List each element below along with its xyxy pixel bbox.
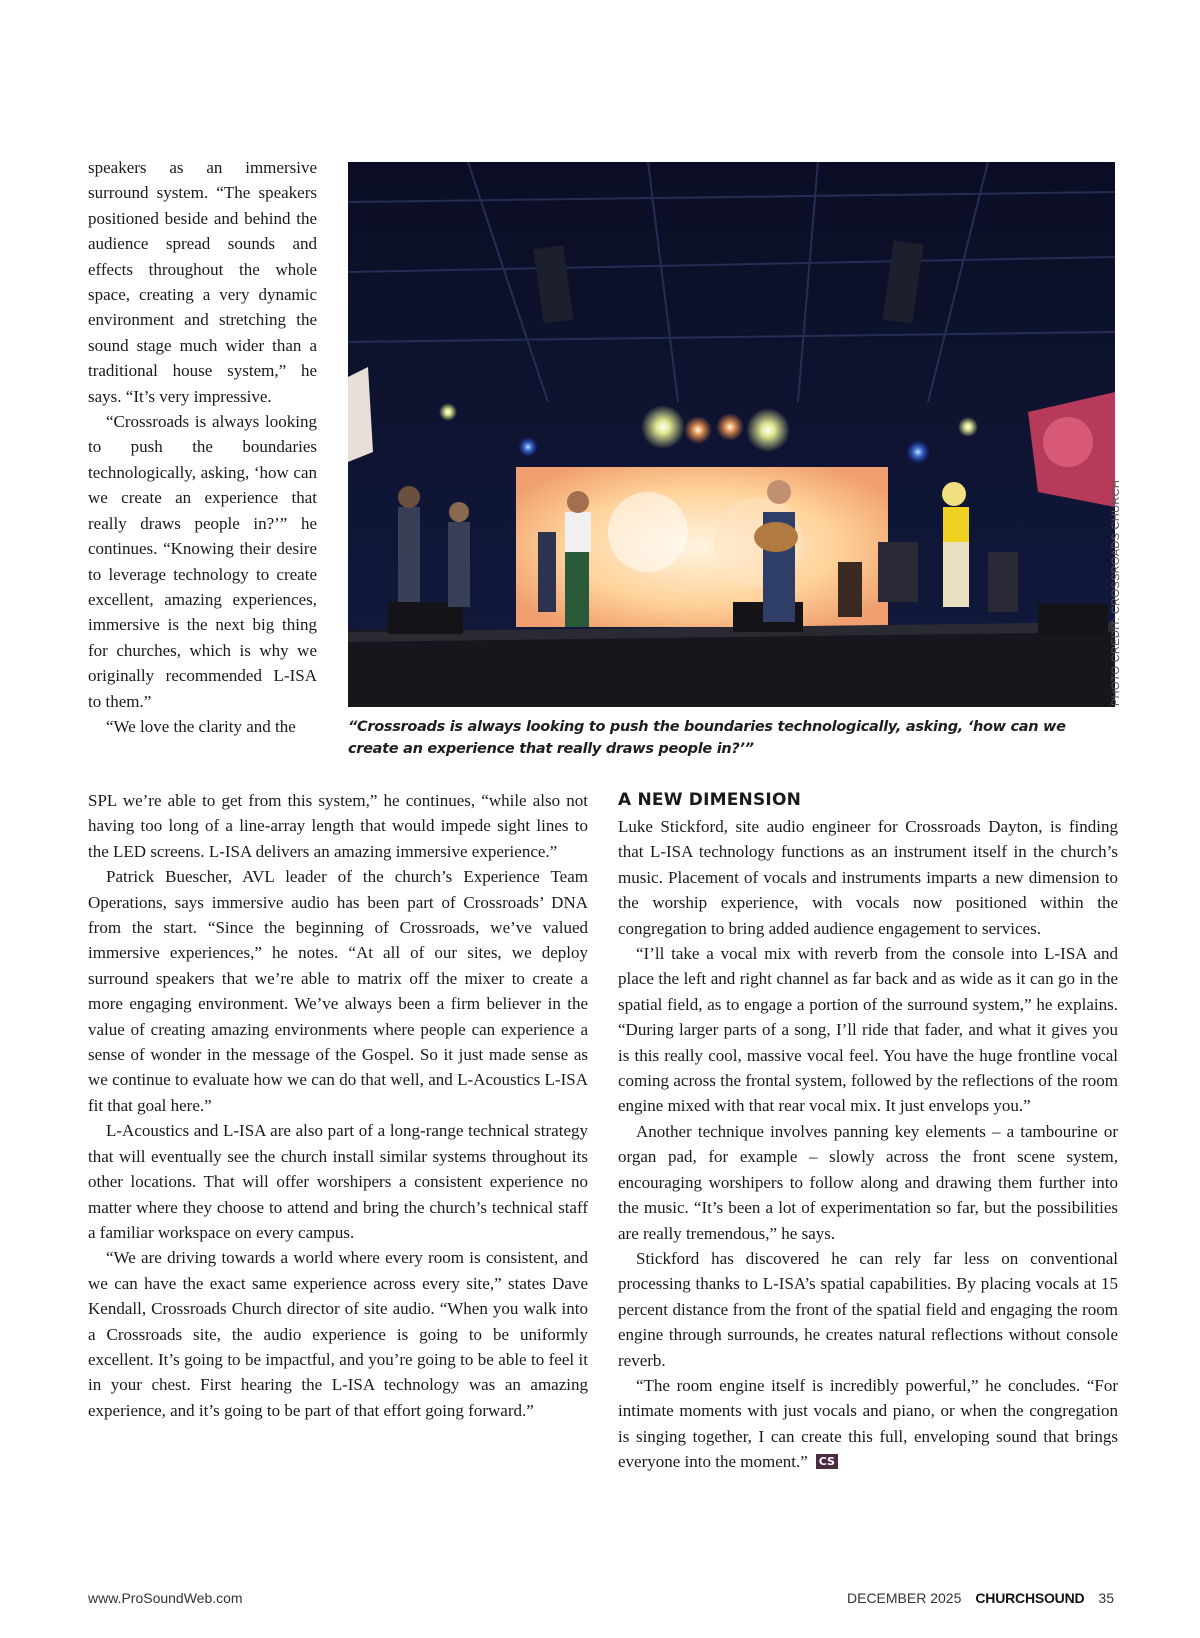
paragraph: Patrick Buescher, AVL leader of the church’s Experience Team Operations, says immersive audio has been part of Crossroads’ DNA from the start. “Since the beginning of Crossroads, we’ve valued immersive experiences,” he notes. “At all of our sites, we deploy surround speakers that we’re able to matrix off the mixer to create a more engaging environment. We’ve always been a firm believer in the value of creating amazing environments where people can experience a sense of wonder in the message of the Gospel. So it just made sense as we continue to evaluate how we can do that well, and L-Acoustics L-ISA fit that goal here.” bbox=[88, 867, 588, 1115]
paragraph bbox=[618, 1373, 1118, 1475]
issue-date: DECEMBER 2025 bbox=[847, 1590, 962, 1606]
paragraph: “We love the clarity and the bbox=[106, 716, 296, 736]
end-mark-badge: CS bbox=[816, 1454, 838, 1469]
paragraph: SPL we’re able to get from this system,” he continues, “while also not having too long of a line-array length that would impede sight lines to the LED screens. L-ISA delivers an amazing immersive experience.” bbox=[88, 791, 588, 861]
paragraph: speakers as an immersive surround system. “The speakers positioned beside and behind the audience spread sounds and effects throughout the whole space, creating a very dynamic environment and stretching the sound stage much wider than a traditional house system,” he says. “It’s very impressive. bbox=[88, 158, 317, 406]
magazine-name: CHURCHSOUND bbox=[975, 1590, 1085, 1606]
left-column-bottom bbox=[88, 788, 588, 1423]
paragraph: L-Acoustics and L-ISA are also part of a long-range technical strategy that will eventually see the church install similar systems throughout its other locations. That will offer worshipers a consistent experience no matter where they choose to attend and bring the church’s technical staff a familiar workspace on every campus. bbox=[88, 1121, 588, 1242]
paragraph: Another technique involves panning key elements – a tambourine or organ pad, for example – slowly across the front scene system, encouraging worshipers to follow along and drawing them further into the music. “It’s been a lot of experimentation so far, but the possibilities are really tremendous,” he says. bbox=[618, 1121, 1118, 1243]
paragraph: Luke Stickford, site audio engineer for Crossroads Dayton, is finding that L-ISA technology functions as an instrument itself in the church’s music. Placement of vocals and instruments imparts a new dimension to the worship experience, with vocals now positioned within the congregation to bring added audience engagement to services. bbox=[618, 817, 1118, 938]
left-column-top bbox=[88, 155, 317, 739]
photo-caption: “Crossroads is always looking to push the boundaries technologically, asking, ‘how can we create an experience that really draws people in?’” bbox=[348, 719, 1066, 757]
paragraph: “Crossroads is always looking to push the boundaries technologically, asking, ‘how can we create an experience that really draws people in?’” he continues. “Knowing their desire to leverage technology to create excellent, amazing experiences, immersive is the next big thing for churches, which is why we originally recommended L-ISA to them.” bbox=[88, 412, 317, 711]
footer-website: www.ProSoundWeb.com bbox=[88, 1590, 243, 1606]
paragraph: “I’ll take a vocal mix with reverb from the console into L-ISA and place the left and right channel as far back and as wide as it can go in the spatial field, as to engage a portion of the surround system,” he explains. “During larger parts of a song, I’ll ride that fader, and what it gives you is this really cool, massive vocal feel. You have the huge frontline vocal coming across the frontal system, followed by the reflections of the room engine mixed with that rear vocal mix. It just envelops you.” bbox=[618, 944, 1118, 1116]
paragraph-text: “The room engine itself is incredibly powerful,” he concludes. “For intimate moments with just vocals and piano, or when the congregation is singing together, I can create this full, enveloping sound that brings everyone into the moment.” bbox=[618, 1375, 1118, 1472]
photo-credit: PHOTO CREDIT: CROSSROADS CHURCH bbox=[1110, 479, 1122, 706]
right-column bbox=[618, 788, 1118, 1475]
paragraph: “We are driving towards a world where every room is consistent, and we can have the exact same experience across every site,” states Dave Kendall, Crossroads Church director of site audio. “When you walk into a Crossroads site, the audio experience is going to be uniformly excellent. It’s going to be impactful, and you’re going to be able to feel it in your chest. First hearing the L-ISA technology was an amazing experience, and it’s going to be part of that effort going forward.” bbox=[88, 1248, 588, 1420]
paragraph: Stickford has discovered he can rely far less on conventional processing thanks to L-ISA’s spatial capabilities. By placing vocals at 15 percent distance from the front of the spatial field and engaging the room engine through surrounds, he creates natural reflections without console reverb. bbox=[618, 1248, 1118, 1370]
page-number: 35 bbox=[1098, 1590, 1114, 1606]
stage-photo bbox=[348, 162, 1115, 707]
section-heading: A NEW DIMENSION bbox=[618, 790, 802, 810]
footer-folio bbox=[847, 1590, 1114, 1606]
